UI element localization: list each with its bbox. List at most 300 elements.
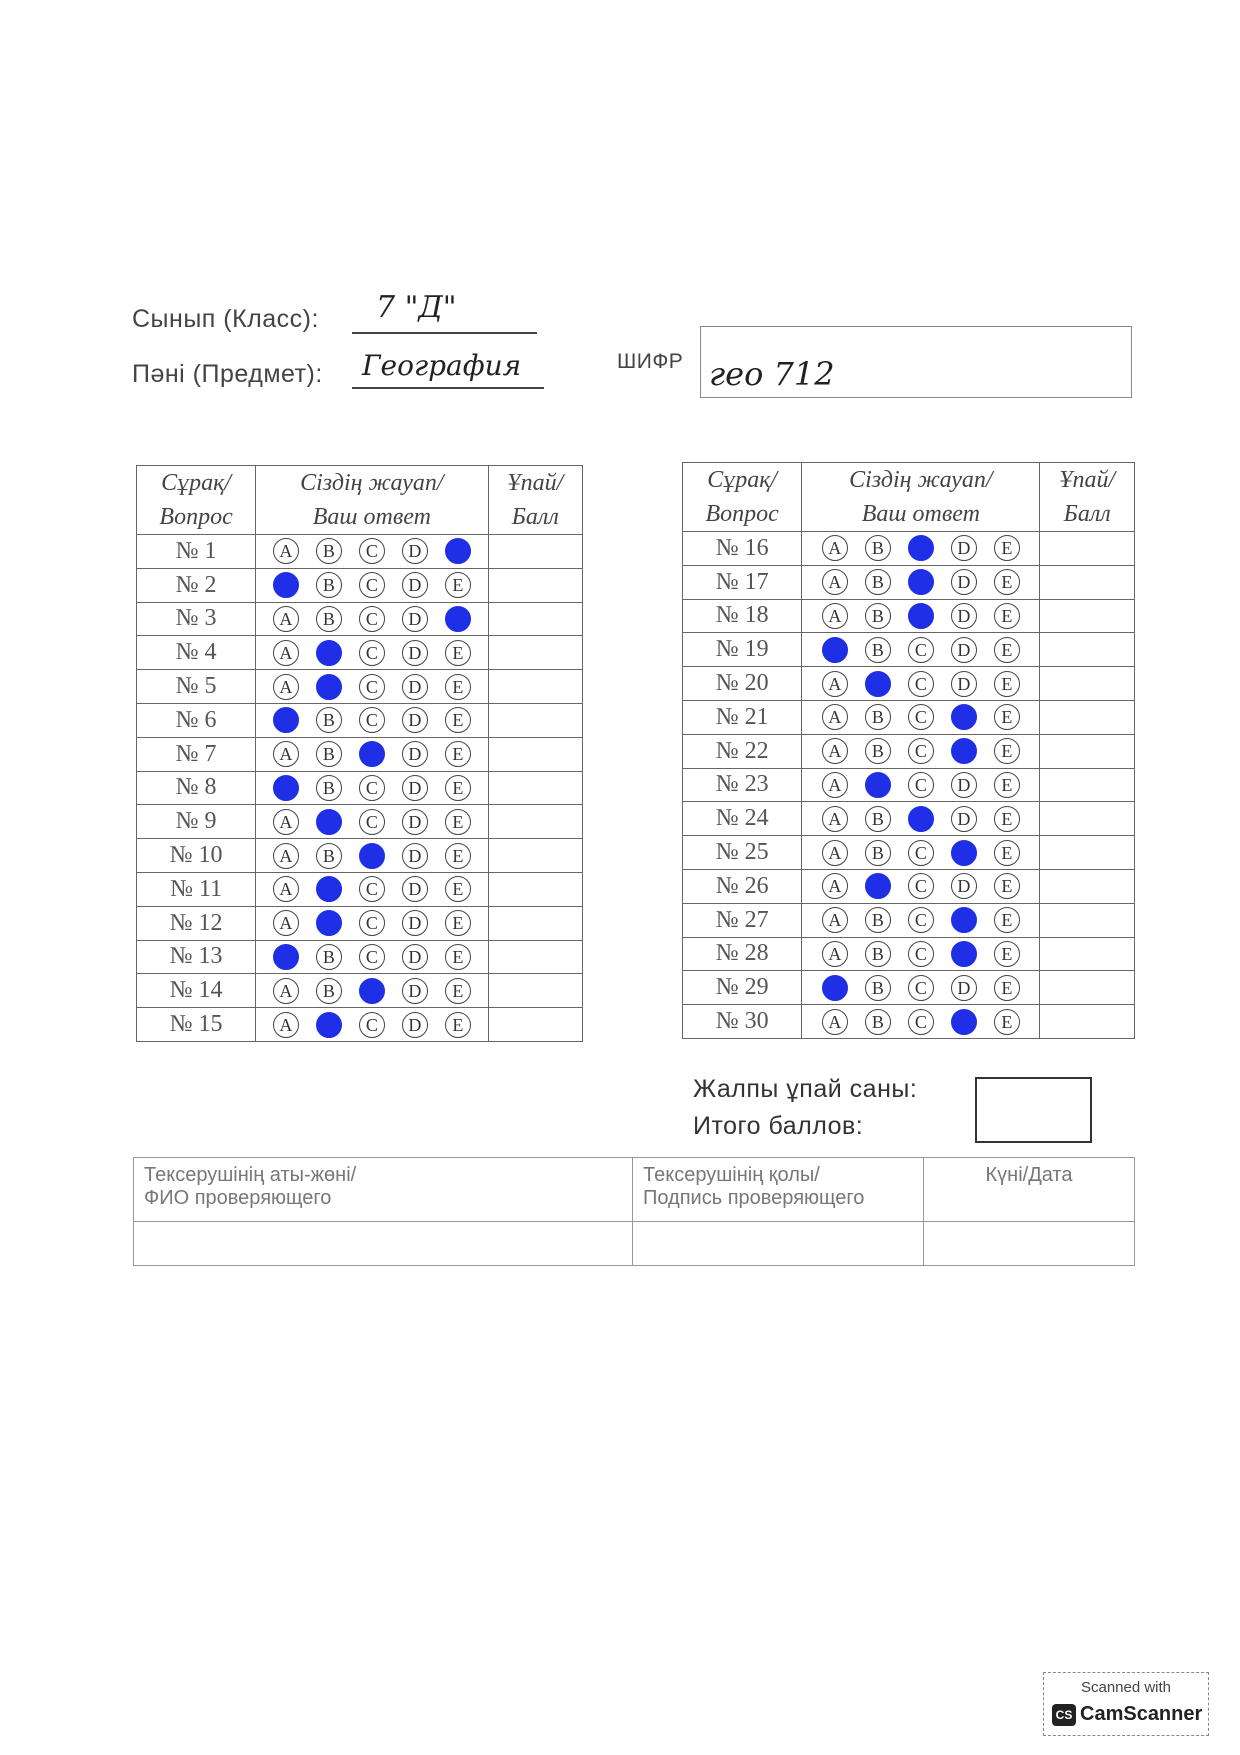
answer-row: [137, 737, 583, 771]
question-number: № 24: [683, 802, 802, 836]
option-bubble-b[interactable]: B: [865, 975, 891, 1001]
answer-row: [683, 836, 1135, 870]
option-bubble-d[interactable]: D: [402, 741, 428, 767]
answer-row: [683, 667, 1135, 701]
option-bubble-c[interactable]: C: [908, 840, 934, 866]
option-bubble-a[interactable]: A: [273, 1012, 299, 1038]
option-bubble-e[interactable]: E: [445, 910, 471, 936]
option-bubble-b[interactable]: B: [865, 873, 891, 899]
option-bubble-c[interactable]: C: [908, 907, 934, 933]
option-bubble-b[interactable]: B: [316, 910, 342, 936]
cipher-box[interactable]: [700, 326, 1132, 398]
option-bubble-b[interactable]: B: [865, 772, 891, 798]
answer-row: [683, 869, 1135, 903]
option-bubble-a[interactable]: A: [822, 535, 848, 561]
option-bubble-d[interactable]: D: [402, 876, 428, 902]
reviewer-table: [133, 1157, 1135, 1266]
answer-options: [256, 940, 488, 974]
score-cell[interactable]: [1040, 532, 1135, 566]
option-bubble-d[interactable]: D: [402, 910, 428, 936]
answer-row: [683, 599, 1135, 633]
class-label: Сынып (Класс):: [132, 305, 319, 333]
answer-row: [683, 532, 1135, 566]
reviewer-date-field[interactable]: [924, 1222, 1135, 1266]
option-bubble-d[interactable]: D: [402, 707, 428, 733]
answer-header: Сіздің жауап/ Ваш ответ: [802, 463, 1040, 532]
option-bubble-b[interactable]: B: [316, 707, 342, 733]
question-number: № 10: [137, 839, 256, 873]
option-bubble-b[interactable]: B: [316, 674, 342, 700]
option-bubble-c[interactable]: C: [359, 538, 385, 564]
option-bubble-b[interactable]: B: [865, 637, 891, 663]
question-number: № 1: [137, 535, 256, 569]
option-bubble-d[interactable]: D: [402, 538, 428, 564]
answer-row: [683, 937, 1135, 971]
reviewer-sign-label: Тексерушінің қолы/ Подпись проверяющего: [633, 1158, 924, 1222]
option-bubble-e[interactable]: E: [445, 809, 471, 835]
option-bubble-b[interactable]: B: [316, 572, 342, 598]
answer-options: [256, 636, 488, 670]
answer-options: [802, 937, 1040, 971]
score-cell[interactable]: [1040, 565, 1135, 599]
option-bubble-a[interactable]: A: [822, 907, 848, 933]
option-bubble-b[interactable]: B: [865, 806, 891, 832]
option-bubble-e[interactable]: E: [994, 535, 1020, 561]
answer-row: [683, 971, 1135, 1005]
question-number: № 6: [137, 703, 256, 737]
question-number: № 23: [683, 768, 802, 802]
question-number: № 25: [683, 836, 802, 870]
answer-options: [256, 737, 488, 771]
option-bubble-b[interactable]: B: [316, 741, 342, 767]
question-header: Сұрақ/ Вопрос: [683, 463, 802, 532]
option-bubble-b[interactable]: B: [865, 704, 891, 730]
option-bubble-c[interactable]: C: [908, 569, 934, 595]
option-bubble-a[interactable]: A: [273, 741, 299, 767]
score-cell[interactable]: [1040, 768, 1135, 802]
option-bubble-b[interactable]: B: [316, 775, 342, 801]
option-bubble-d[interactable]: D: [951, 569, 977, 595]
option-bubble-a[interactable]: A: [822, 806, 848, 832]
total-score-box[interactable]: [975, 1077, 1092, 1143]
reviewer-date-label: Күні/Дата: [924, 1158, 1135, 1222]
option-bubble-b[interactable]: B: [316, 876, 342, 902]
question-number: № 22: [683, 734, 802, 768]
option-bubble-a[interactable]: A: [273, 707, 299, 733]
question-number: № 19: [683, 633, 802, 667]
option-bubble-d[interactable]: D: [951, 535, 977, 561]
answer-options: [256, 872, 488, 906]
option-bubble-a[interactable]: A: [273, 978, 299, 1004]
answer-row: [137, 805, 583, 839]
option-bubble-b[interactable]: B: [316, 809, 342, 835]
option-bubble-e[interactable]: E: [445, 1012, 471, 1038]
option-bubble-d[interactable]: D: [402, 606, 428, 632]
option-bubble-c[interactable]: C: [908, 637, 934, 663]
option-bubble-e[interactable]: E: [994, 704, 1020, 730]
answer-options: [802, 565, 1040, 599]
option-bubble-a[interactable]: A: [822, 671, 848, 697]
answer-options: [802, 836, 1040, 870]
option-bubble-b[interactable]: B: [865, 569, 891, 595]
option-bubble-a[interactable]: A: [822, 704, 848, 730]
option-bubble-c[interactable]: C: [908, 941, 934, 967]
question-number: № 7: [137, 737, 256, 771]
answer-options: [802, 768, 1040, 802]
option-bubble-e[interactable]: E: [994, 772, 1020, 798]
answer-row: [683, 734, 1135, 768]
question-number: № 17: [683, 565, 802, 599]
score-cell[interactable]: [1040, 599, 1135, 633]
question-number: № 15: [137, 1008, 256, 1042]
option-bubble-e[interactable]: E: [445, 606, 471, 632]
answer-table-left: [136, 465, 583, 1042]
option-bubble-d[interactable]: D: [951, 637, 977, 663]
option-bubble-d[interactable]: D: [951, 772, 977, 798]
option-bubble-d[interactable]: D: [402, 640, 428, 666]
option-bubble-b[interactable]: B: [316, 843, 342, 869]
answer-options: [256, 839, 488, 873]
option-bubble-d[interactable]: D: [402, 809, 428, 835]
question-number: № 20: [683, 667, 802, 701]
score-cell[interactable]: [488, 974, 583, 1008]
question-number: № 27: [683, 903, 802, 937]
answer-options: [256, 1008, 488, 1042]
score-cell[interactable]: [488, 670, 583, 704]
cipher-value: гео 712: [709, 355, 835, 393]
option-bubble-c[interactable]: C: [359, 809, 385, 835]
option-bubble-e[interactable]: E: [445, 674, 471, 700]
answer-row: [137, 872, 583, 906]
answer-row: [137, 1008, 583, 1042]
option-bubble-a[interactable]: A: [822, 772, 848, 798]
score-cell[interactable]: [1040, 667, 1135, 701]
option-bubble-c[interactable]: C: [908, 704, 934, 730]
option-bubble-b[interactable]: B: [316, 944, 342, 970]
option-bubble-d[interactable]: D: [951, 704, 977, 730]
question-number: № 5: [137, 670, 256, 704]
option-bubble-d[interactable]: D: [951, 738, 977, 764]
option-bubble-a[interactable]: A: [822, 569, 848, 595]
answer-options: [256, 771, 488, 805]
score-header: Ұпай/ Балл: [1040, 463, 1135, 532]
question-number: № 4: [137, 636, 256, 670]
option-bubble-c[interactable]: C: [359, 876, 385, 902]
question-number: № 26: [683, 869, 802, 903]
option-bubble-c[interactable]: C: [908, 975, 934, 1001]
answer-header: Сіздің жауап/ Ваш ответ: [256, 466, 488, 535]
question-number: № 21: [683, 700, 802, 734]
score-header: Ұпай/ Балл: [488, 466, 583, 535]
subject-value: География: [362, 349, 522, 382]
answer-options: [802, 1005, 1040, 1039]
option-bubble-b[interactable]: B: [865, 840, 891, 866]
score-cell[interactable]: [1040, 700, 1135, 734]
question-number: № 28: [683, 937, 802, 971]
option-bubble-d[interactable]: D: [951, 671, 977, 697]
option-bubble-e[interactable]: E: [445, 978, 471, 1004]
option-bubble-e[interactable]: E: [445, 843, 471, 869]
option-bubble-e[interactable]: E: [994, 671, 1020, 697]
question-number: № 11: [137, 872, 256, 906]
answer-options: [802, 667, 1040, 701]
option-bubble-a[interactable]: A: [822, 738, 848, 764]
class-value: 7 "Д": [376, 290, 457, 325]
score-cell[interactable]: [488, 737, 583, 771]
subject-label: Пәні (Предмет):: [132, 360, 323, 388]
question-number: № 13: [137, 940, 256, 974]
question-number: № 9: [137, 805, 256, 839]
answer-row: [137, 906, 583, 940]
option-bubble-c[interactable]: C: [908, 738, 934, 764]
answer-options: [802, 802, 1040, 836]
score-cell[interactable]: [488, 602, 583, 636]
option-bubble-c[interactable]: C: [359, 775, 385, 801]
question-header: Сұрақ/ Вопрос: [137, 466, 256, 535]
option-bubble-b[interactable]: B: [865, 535, 891, 561]
answer-options: [802, 633, 1040, 667]
score-cell[interactable]: [488, 872, 583, 906]
answer-options: [256, 535, 488, 569]
score-cell[interactable]: [1040, 633, 1135, 667]
score-cell[interactable]: [1040, 971, 1135, 1005]
answer-row: [683, 700, 1135, 734]
option-bubble-c[interactable]: C: [359, 674, 385, 700]
option-bubble-e[interactable]: E: [445, 707, 471, 733]
question-number: № 2: [137, 568, 256, 602]
subject-field[interactable]: [352, 345, 544, 389]
option-bubble-a[interactable]: A: [822, 975, 848, 1001]
option-bubble-e[interactable]: E: [994, 637, 1020, 663]
option-bubble-e[interactable]: E: [994, 569, 1020, 595]
answer-options: [256, 568, 488, 602]
score-cell[interactable]: [488, 703, 583, 737]
option-bubble-d[interactable]: D: [951, 806, 977, 832]
option-bubble-d[interactable]: D: [402, 978, 428, 1004]
score-cell[interactable]: [1040, 937, 1135, 971]
option-bubble-e[interactable]: E: [994, 975, 1020, 1001]
option-bubble-a[interactable]: A: [822, 603, 848, 629]
option-bubble-d[interactable]: D: [951, 603, 977, 629]
answer-row: [683, 802, 1135, 836]
option-bubble-e[interactable]: E: [445, 741, 471, 767]
option-bubble-b[interactable]: B: [316, 1012, 342, 1038]
answer-options: [802, 700, 1040, 734]
answer-options: [802, 599, 1040, 633]
question-number: № 3: [137, 602, 256, 636]
option-bubble-c[interactable]: C: [359, 572, 385, 598]
answer-options: [802, 734, 1040, 768]
option-bubble-e[interactable]: E: [994, 873, 1020, 899]
option-bubble-e[interactable]: E: [994, 840, 1020, 866]
option-bubble-d[interactable]: D: [951, 840, 977, 866]
score-cell[interactable]: [1040, 836, 1135, 870]
answer-row: [683, 565, 1135, 599]
option-bubble-e[interactable]: E: [994, 907, 1020, 933]
option-bubble-b[interactable]: B: [316, 538, 342, 564]
answer-row: [137, 670, 583, 704]
score-cell[interactable]: [488, 568, 583, 602]
reviewer-name-label: Тексерушінің аты-жөні/ ФИО проверяющего: [134, 1158, 633, 1222]
option-bubble-c[interactable]: C: [359, 640, 385, 666]
answer-row: [137, 636, 583, 670]
option-bubble-b[interactable]: B: [316, 978, 342, 1004]
class-field[interactable]: [352, 290, 537, 334]
option-bubble-b[interactable]: B: [316, 640, 342, 666]
option-bubble-a[interactable]: A: [273, 640, 299, 666]
score-cell[interactable]: [488, 1008, 583, 1042]
score-cell[interactable]: [1040, 903, 1135, 937]
answer-row: [683, 1005, 1135, 1039]
option-bubble-a[interactable]: A: [822, 1009, 848, 1035]
camscanner-watermark: [1043, 1672, 1209, 1736]
option-bubble-a[interactable]: A: [822, 637, 848, 663]
reviewer-name-field[interactable]: [134, 1222, 633, 1266]
question-number: № 12: [137, 906, 256, 940]
option-bubble-d[interactable]: D: [402, 843, 428, 869]
answer-row: [683, 633, 1135, 667]
option-bubble-e[interactable]: E: [445, 775, 471, 801]
option-bubble-a[interactable]: A: [273, 910, 299, 936]
answer-row: [137, 974, 583, 1008]
answer-row: [137, 771, 583, 805]
watermark-line1: Scanned with: [1080, 1679, 1172, 1696]
option-bubble-c[interactable]: C: [359, 910, 385, 936]
option-bubble-d[interactable]: D: [951, 1009, 977, 1035]
option-bubble-c[interactable]: C: [908, 671, 934, 697]
option-bubble-d[interactable]: D: [402, 674, 428, 700]
option-bubble-b[interactable]: B: [865, 941, 891, 967]
score-cell[interactable]: [488, 805, 583, 839]
option-bubble-e[interactable]: E: [445, 944, 471, 970]
answer-row: [683, 903, 1135, 937]
option-bubble-a[interactable]: A: [273, 809, 299, 835]
score-cell[interactable]: [488, 839, 583, 873]
score-cell[interactable]: [488, 535, 583, 569]
option-bubble-e[interactable]: E: [445, 572, 471, 598]
option-bubble-c[interactable]: C: [359, 606, 385, 632]
score-cell[interactable]: [488, 771, 583, 805]
question-number: № 14: [137, 974, 256, 1008]
option-bubble-d[interactable]: D: [402, 572, 428, 598]
option-bubble-e[interactable]: E: [994, 738, 1020, 764]
option-bubble-e[interactable]: E: [994, 806, 1020, 832]
answer-table-right: [682, 462, 1135, 1039]
option-bubble-b[interactable]: B: [865, 738, 891, 764]
score-cell[interactable]: [1040, 869, 1135, 903]
option-bubble-a[interactable]: A: [273, 606, 299, 632]
option-bubble-c[interactable]: C: [908, 772, 934, 798]
option-bubble-c[interactable]: C: [908, 535, 934, 561]
option-bubble-b[interactable]: B: [316, 606, 342, 632]
score-cell[interactable]: [1040, 802, 1135, 836]
total-label-ru: Итого баллов:: [693, 1112, 864, 1140]
score-cell[interactable]: [1040, 734, 1135, 768]
answer-row: [137, 602, 583, 636]
option-bubble-a[interactable]: A: [273, 572, 299, 598]
option-bubble-b[interactable]: B: [865, 603, 891, 629]
option-bubble-e[interactable]: E: [994, 603, 1020, 629]
cipher-label: ШИФР: [617, 350, 684, 373]
option-bubble-a[interactable]: A: [273, 538, 299, 564]
option-bubble-c[interactable]: C: [359, 707, 385, 733]
option-bubble-c[interactable]: C: [908, 873, 934, 899]
score-cell[interactable]: [488, 636, 583, 670]
answer-options: [256, 805, 488, 839]
option-bubble-e[interactable]: E: [994, 1009, 1020, 1035]
question-number: № 16: [683, 532, 802, 566]
score-cell[interactable]: [488, 940, 583, 974]
option-bubble-c[interactable]: C: [359, 978, 385, 1004]
answer-options: [802, 869, 1040, 903]
option-bubble-e[interactable]: E: [445, 876, 471, 902]
option-bubble-c[interactable]: C: [359, 944, 385, 970]
option-bubble-b[interactable]: B: [865, 671, 891, 697]
option-bubble-a[interactable]: A: [273, 944, 299, 970]
option-bubble-d[interactable]: D: [951, 941, 977, 967]
option-bubble-a[interactable]: A: [273, 876, 299, 902]
score-cell[interactable]: [488, 906, 583, 940]
option-bubble-e[interactable]: E: [445, 640, 471, 666]
option-bubble-e[interactable]: E: [445, 538, 471, 564]
option-bubble-b[interactable]: B: [865, 1009, 891, 1035]
option-bubble-c[interactable]: C: [359, 741, 385, 767]
option-bubble-d[interactable]: D: [402, 775, 428, 801]
option-bubble-b[interactable]: B: [865, 907, 891, 933]
option-bubble-e[interactable]: E: [994, 941, 1020, 967]
option-bubble-a[interactable]: A: [822, 840, 848, 866]
answer-row: [137, 703, 583, 737]
score-cell[interactable]: [1040, 1005, 1135, 1039]
camscanner-logo-icon: CS: [1052, 1704, 1076, 1726]
answer-options: [256, 670, 488, 704]
option-bubble-c[interactable]: C: [359, 843, 385, 869]
option-bubble-a[interactable]: A: [273, 775, 299, 801]
question-number: № 29: [683, 971, 802, 1005]
option-bubble-a[interactable]: A: [273, 674, 299, 700]
option-bubble-a[interactable]: A: [822, 873, 848, 899]
option-bubble-a[interactable]: A: [273, 843, 299, 869]
answer-options: [802, 903, 1040, 937]
option-bubble-d[interactable]: D: [951, 975, 977, 1001]
question-number: № 30: [683, 1005, 802, 1039]
answer-row: [137, 839, 583, 873]
answer-options: [802, 532, 1040, 566]
answer-row: [137, 940, 583, 974]
answer-row: [137, 568, 583, 602]
answer-options: [802, 971, 1040, 1005]
answer-options: [256, 602, 488, 636]
option-bubble-d[interactable]: D: [951, 907, 977, 933]
answer-options: [256, 703, 488, 737]
option-bubble-c[interactable]: C: [908, 603, 934, 629]
option-bubble-c[interactable]: C: [908, 1009, 934, 1035]
answer-options: [256, 906, 488, 940]
answer-row: [137, 535, 583, 569]
answer-row: [683, 768, 1135, 802]
option-bubble-d[interactable]: D: [402, 944, 428, 970]
option-bubble-a[interactable]: A: [822, 941, 848, 967]
option-bubble-d[interactable]: D: [951, 873, 977, 899]
option-bubble-c[interactable]: C: [908, 806, 934, 832]
watermark-line2: CamScanner: [1080, 1703, 1203, 1725]
reviewer-sign-field[interactable]: [633, 1222, 924, 1266]
option-bubble-c[interactable]: C: [359, 1012, 385, 1038]
answer-options: [256, 974, 488, 1008]
total-label-kz: Жалпы ұпай саны:: [693, 1075, 918, 1103]
option-bubble-d[interactable]: D: [402, 1012, 428, 1038]
question-number: № 18: [683, 599, 802, 633]
